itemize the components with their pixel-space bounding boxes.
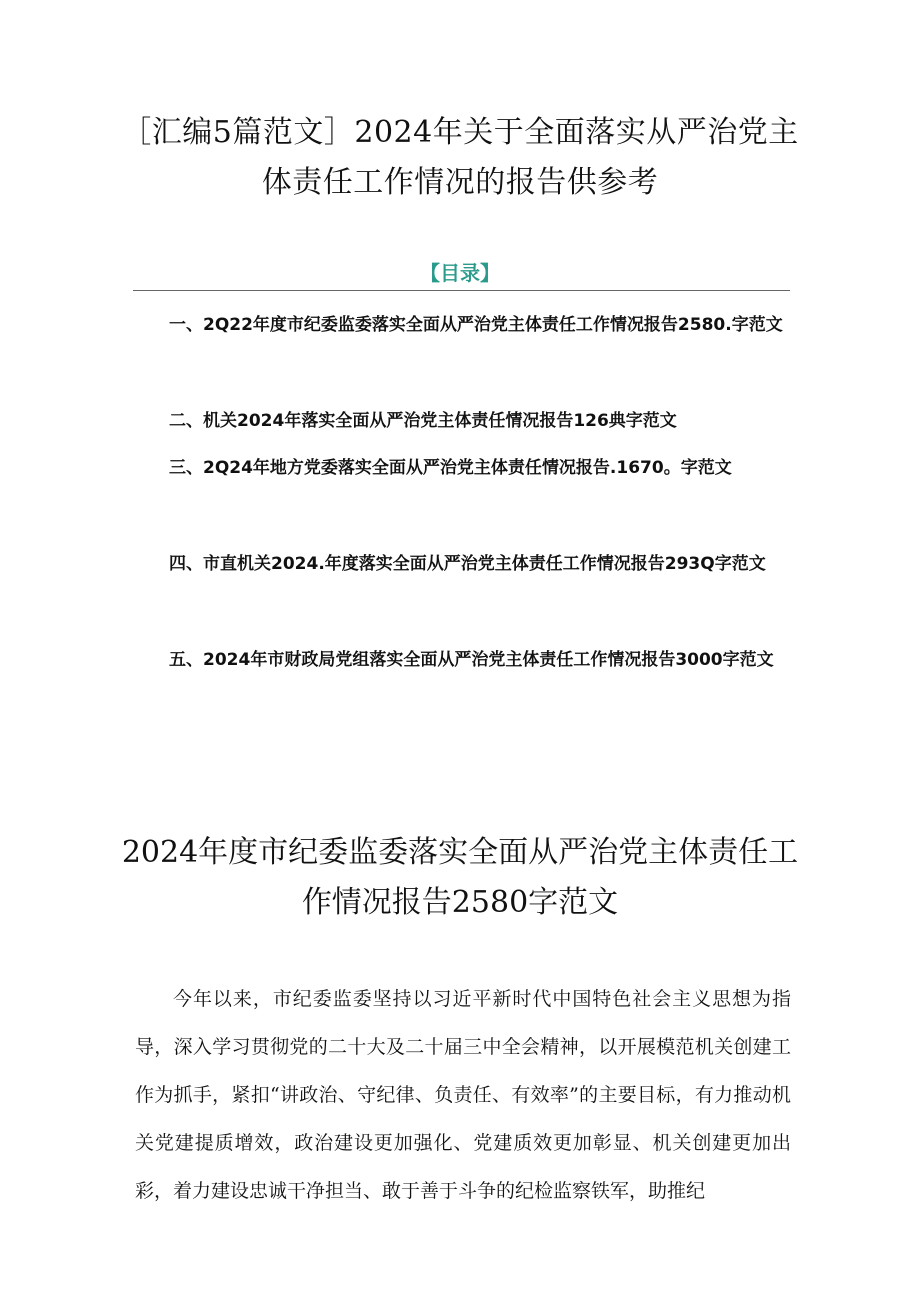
- toc-item-2[interactable]: 二、机关2024年落实全面从严治党主体责任情况报告126典字范文: [169, 411, 677, 431]
- body-paragraph: 今年以来，市纪委监委坚持以习近平新时代中国特色社会主义思想为指导，深入学习贯彻党的二十大及二十届三中全会精神，以开展模范机关创建工作为抓手，紧扣“讲政治、守纪律、负责任、有效率”的主要目标，有力推动机关党建提质增效，政治建设更加强化、党建质效更加彰显、机关创建更加出彩，着力建设忠诚干净担当、敢于善于斗争的纪检监察铁军，助推纪: [135, 988, 791, 1202]
- section-title: 2024年度市纪委监委落实全面从严治党主体责任工作情况报告2580字范文: [121, 835, 799, 920]
- toc-item-1[interactable]: 一、2Q22年度市纪委监委落实全面从严治党主体责任工作情况报告2580.字范文: [169, 315, 783, 335]
- document-title: ［汇编5篇范文］2024年关于全面落实从严治党主体责任工作情况的报告供参考: [121, 115, 799, 200]
- toc-heading: 【目录】: [420, 261, 500, 285]
- toc-item-3[interactable]: 三、2Q24年地方党委落实全面从严治党主体责任情况报告.1670。字范文: [169, 458, 732, 478]
- toc-divider: [133, 290, 790, 291]
- toc-item-5[interactable]: 五、2024年市财政局党组落实全面从严治党主体责任工作情况报告3000字范文: [169, 650, 774, 670]
- toc-item-4[interactable]: 四、市直机关2024.年度落实全面从严治党主体责任工作情况报告293Q字范文: [169, 554, 766, 574]
